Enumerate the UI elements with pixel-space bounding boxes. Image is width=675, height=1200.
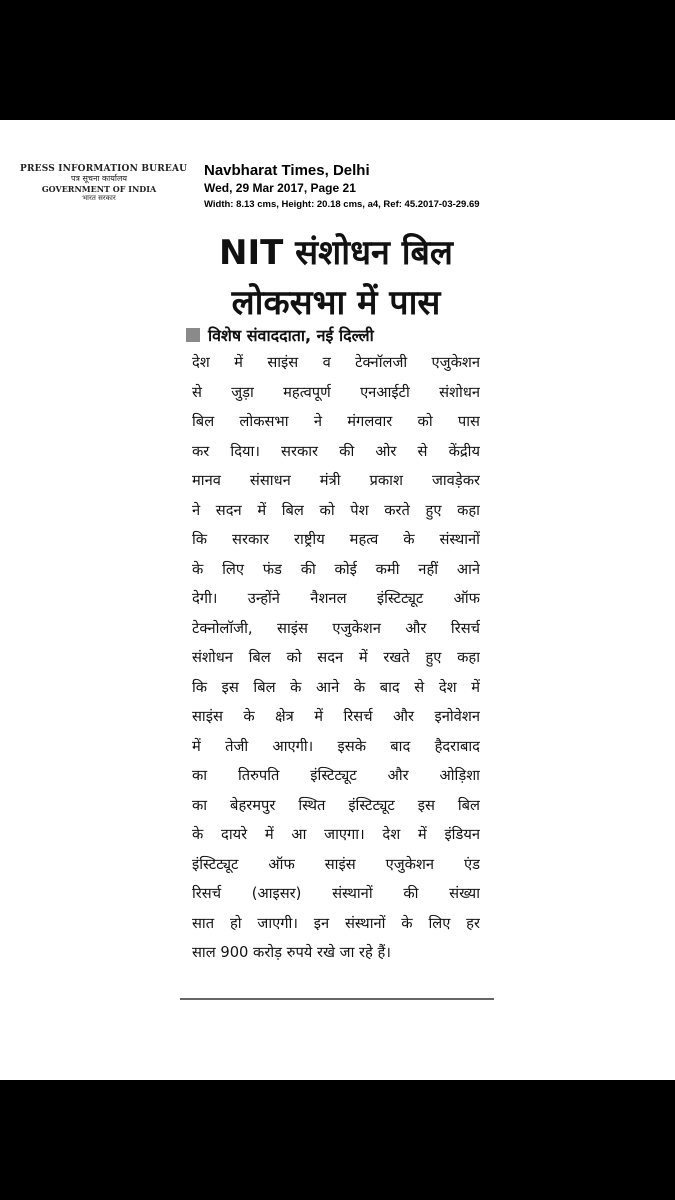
body-line: के लिए फंड की कोई कमी नहीं आने: [192, 560, 480, 578]
body-line: का तिरुपति इंस्टिट्यूट और ओड़िशा: [192, 767, 480, 784]
body-line: कि सरकार राष्ट्रीय महत्व के संस्थानों: [192, 531, 480, 548]
goi-name-english: GOVERNMENT OF INDIA: [41, 184, 157, 194]
body-line: साइंस के क्षेत्र में रिसर्च और इनोवेशन: [192, 708, 480, 725]
headline-line: NIT संशोधन बिल: [219, 233, 453, 273]
clipping-dimensions: Width: 8.13 cms, Height: 20.18 cms, a4, Ref: 45.2017-03-29.69: [204, 199, 480, 210]
body-line: कि इस बिल के आने के बाद से देश में: [192, 678, 480, 696]
body-line: ने सदन में बिल को पेश करते हुए कहा: [192, 501, 480, 519]
article-body: [192, 348, 480, 968]
byline-text: विशेष संवाददाता, नई दिल्ली: [208, 326, 374, 345]
newspaper-name: Navbharat Times, Delhi: [204, 162, 370, 179]
publication-date: Wed, 29 Mar 2017, Page 21: [204, 181, 356, 195]
pib-logo-block: [20, 164, 188, 203]
pib-name-hindi: पत्र सूचना कार्यालय: [70, 174, 128, 183]
body-line: कर दिया। सरकार की ओर से केंद्रीय: [192, 442, 480, 460]
body-line: साल 900 करोड़ रुपये रखे जा रहे हैं।: [192, 944, 391, 961]
body-line: में तेजी आएगी। इसके बाद हैदराबाद: [192, 737, 480, 755]
newspaper-clipping: [0, 120, 675, 1080]
body-line: इंस्टिट्यूट ऑफ साइंस एजुकेशन एंड: [192, 855, 480, 873]
body-line: से जुड़ा महत्वपूर्ण एनआईटी संशोधन: [192, 383, 480, 401]
body-line: संशोधन बिल को सदन में रखते हुए कहा: [192, 649, 480, 666]
goi-name-hindi: भारत सरकार: [82, 194, 116, 202]
body-line: रिसर्च (आइसर) संस्थानों की संख्या: [192, 885, 480, 902]
body-line: बिल लोकसभा ने मंगलवार को पास: [192, 413, 480, 430]
pib-name-english: PRESS INFORMATION BUREAU: [20, 164, 188, 174]
body-line: टेक्नोलॉजी, साइंस एजुकेशन और रिसर्च: [192, 619, 480, 637]
body-line: मानव संसाधन मंत्री प्रकाश जावड़ेकर: [192, 472, 480, 489]
body-line: देगी। उन्होंने नैशनल इंस्टिट्यूट ऑफ: [192, 590, 480, 607]
headline-line: लोकसभा में पास: [231, 283, 441, 323]
clipping-meta: [204, 162, 480, 212]
article-byline: [186, 322, 374, 348]
body-line: सात हो जाएगी। इन संस्थानों के लिए हर: [192, 914, 480, 932]
body-line: का बेहरमपुर स्थित इंस्टिट्यूट इस बिल: [192, 796, 480, 814]
square-bullet-icon: [186, 328, 200, 342]
bottom-divider: [180, 998, 494, 1000]
article-headline: [186, 228, 486, 328]
body-line: के दायरे में आ जाएगा। देश में इंडियन: [192, 826, 480, 843]
body-line: देश में साइंस व टेक्नॉलजी एजुकेशन: [192, 354, 480, 371]
